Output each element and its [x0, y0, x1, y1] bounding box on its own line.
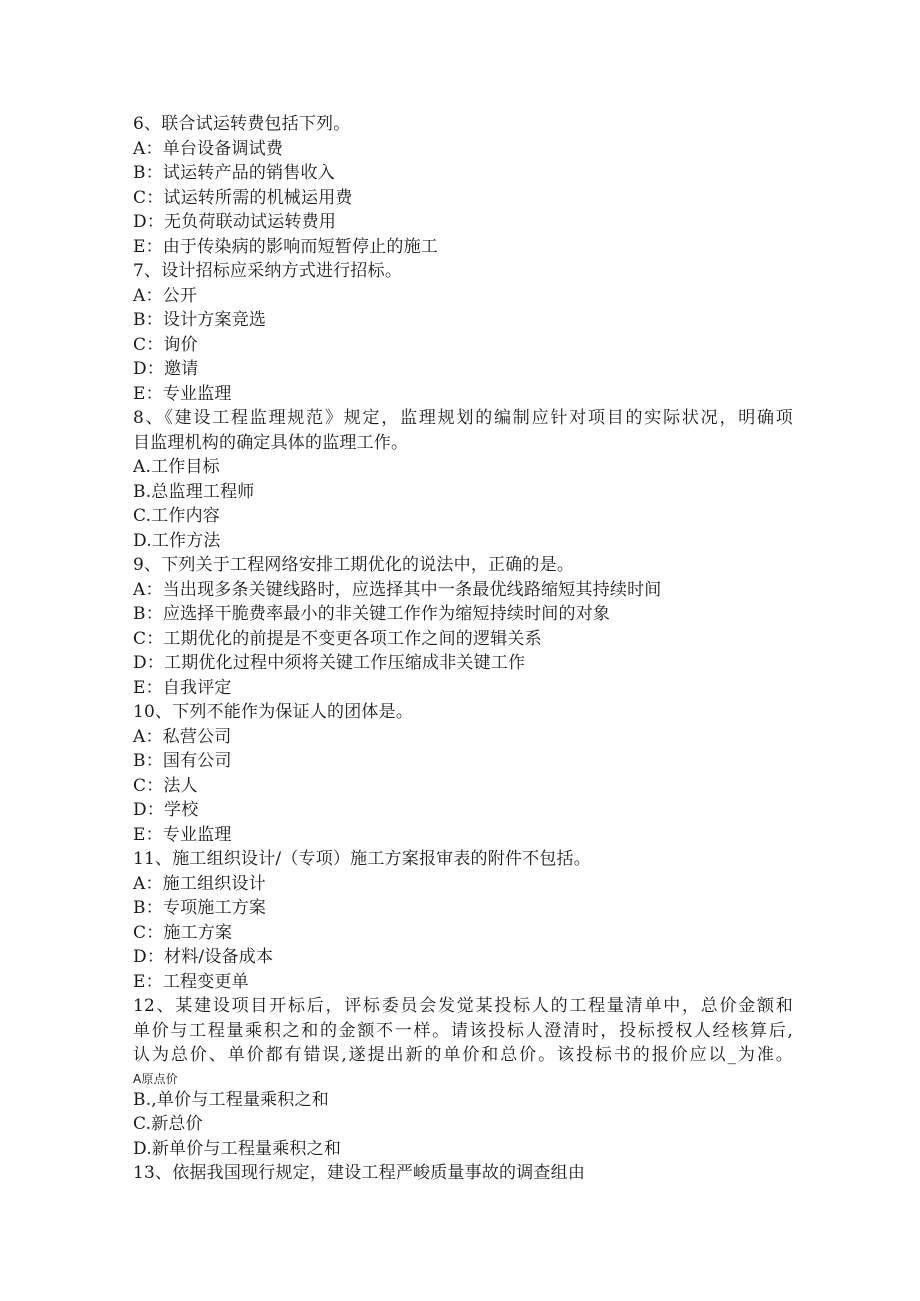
question-11-option-c: C：施工方案: [133, 922, 233, 943]
question-9-option-d: D：工期优化过程中须将关键工作压缩成非关键工作: [133, 653, 526, 673]
question-12-option-b: B.,单价与工程量乘积之和: [133, 1089, 329, 1110]
document-page: [133, 112, 793, 1186]
question-7-stem: 7、设计招标应采纳方式进行招标。: [133, 261, 403, 281]
question-11-stem: 11、施工组织设计/（专项）施工方案报审表的附件不包括。: [133, 849, 591, 869]
question-11-option-d: D：材料/设备成本: [133, 947, 274, 967]
question-10-option-e: E：专业监理: [133, 824, 232, 845]
question-8-option-d: D.工作方法: [133, 530, 221, 551]
question-10-option-b: B：国有公司: [133, 751, 232, 771]
question-9-stem: 9、下列关于工程网络安排工期优化的说法中，正确的是。: [133, 555, 575, 575]
question-12-stem-line-2: 单价与工程量乘积之和的金额不一样。请该投标人澄清时，投标授权人经核算后,: [133, 1020, 793, 1041]
question-9-option-e: E：自我评定: [133, 677, 232, 698]
question-6-option-a: A：单台设备调试费: [133, 138, 284, 159]
question-7-option-c: C：询价: [133, 334, 198, 355]
question-12-option-c: C.新总价: [133, 1114, 203, 1134]
question-6-option-d: D：无负荷联动试运转费用: [133, 212, 337, 232]
question-8-option-a: A.工作目标: [133, 457, 220, 477]
question-6-option-c: C：试运转所需的机械运用费: [133, 187, 353, 208]
question-10-option-d: D：学校: [133, 800, 199, 820]
question-8-stem-line-1: 8、《建设工程监理规范》规定，监理规划的编制应针对项目的实际状况，明确项: [133, 408, 793, 428]
question-10-option-c: C：法人: [133, 775, 198, 796]
question-8-stem-line-2: 目监理机构的确定具体的监理工作。: [133, 432, 409, 453]
question-6-option-e: E：由于传染病的影响而短暂停止的施工: [133, 236, 439, 257]
question-9-option-b: B：应选择干脆费率最小的非关键工作作为缩短持续时间的对象: [133, 604, 611, 624]
question-7-option-e: E：专业监理: [133, 383, 232, 404]
question-12-stem-line-1: 12、某建设项目开标后，评标委员会发觉某投标人的工程量清单中，总价金额和: [133, 996, 793, 1016]
question-7-option-a: A：公开: [133, 285, 198, 306]
question-12-stem-line-3: 认为总价、单价都有错误,遂提出新的单价和总价。该投标书的报价应以_为准。: [133, 1045, 793, 1065]
question-11-option-e: E：工程变更单: [133, 971, 249, 992]
question-7-option-d: D：邀请: [133, 359, 199, 379]
question-12-option-d: D.新单价与工程量乘积之和: [133, 1138, 342, 1159]
question-9-option-c: C：工期优化的前提是不变更各项工作之间的逻辑关系: [133, 628, 542, 649]
question-11-option-b: B：专项施工方案: [133, 898, 267, 918]
question-6-stem: 6、联合试运转费包括下列。: [133, 114, 351, 134]
question-9-option-a: A：当出现多条关键线路时，应选择其中一条最优线路缩短其持续时间: [133, 579, 662, 600]
question-12-option-a: A原点价: [133, 1071, 179, 1086]
question-11-option-a: A：施工组织设计: [133, 873, 266, 894]
question-8-option-c: C.工作内容: [133, 506, 221, 526]
question-7-option-b: B：设计方案竞选: [133, 310, 267, 330]
question-13-stem: 13、依据我国现行规定，建设工程严峻质量事故的调查组由: [133, 1163, 586, 1183]
question-6-option-b: B：试运转产品的销售收入: [133, 163, 335, 183]
question-8-option-b: B.总监理工程师: [133, 481, 255, 502]
question-10-stem: 10、下列不能作为保证人的团体是。: [133, 702, 414, 722]
question-10-option-a: A：私营公司: [133, 726, 232, 747]
